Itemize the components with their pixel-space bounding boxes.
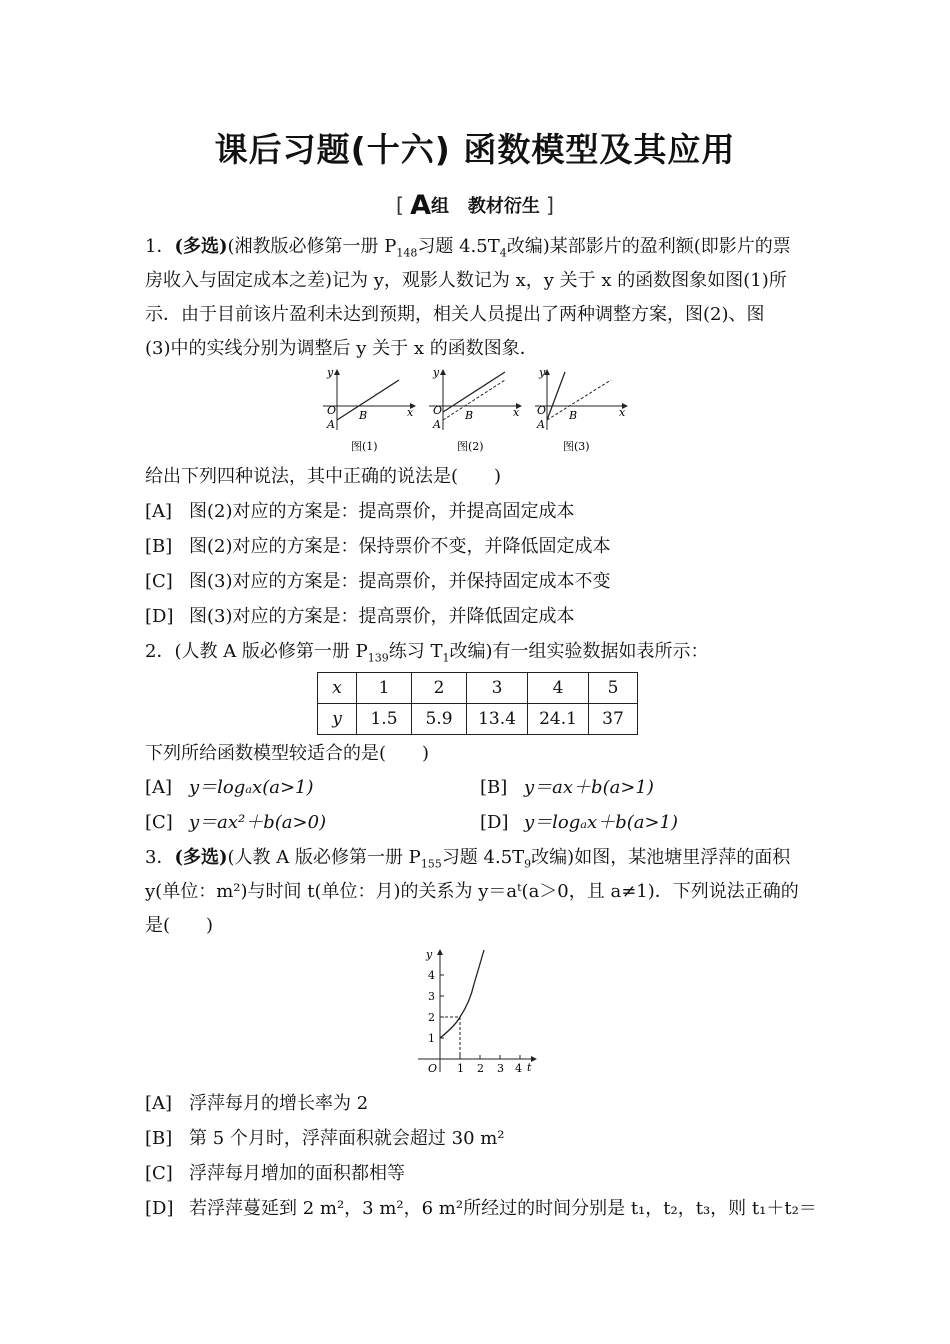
group-letter: A — [410, 190, 432, 221]
svg-text:x: x — [407, 406, 414, 419]
data-table — [317, 672, 638, 735]
table-header-x: x — [318, 673, 357, 704]
table-row — [318, 704, 638, 735]
q1-option-a[interactable]: [A] 图(2)对应的方案是：提高票价，并提高固定成本 — [145, 501, 575, 522]
page-title: 课后习题(十六) 函数模型及其应用 — [214, 130, 736, 169]
q3-line-3: 是( ) — [145, 915, 214, 936]
q2-prompt: 下列所给函数模型较适合的是( ) — [145, 743, 430, 764]
table-header-y: y — [318, 704, 357, 735]
table-cell: 5 — [589, 673, 638, 704]
q1-option-c[interactable]: [C] 图(3)对应的方案是：提高票价，并保持固定成本不变 — [145, 571, 611, 592]
q1-figures — [315, 364, 635, 458]
q1-line-1 — [145, 236, 791, 265]
q3-source: (人教 A 版必修第一册 $P_{155}$习题 $4.5T_9$改编) — [227, 847, 575, 871]
svg-text:O: O — [537, 404, 547, 417]
svg-text:A: A — [327, 418, 335, 431]
group-name: 教材衍生 — [467, 196, 540, 217]
svg-text:4: 4 — [515, 1062, 522, 1075]
svg-text:y: y — [433, 366, 440, 379]
q1-line-3: 示．由于目前该片盈利未达到预期，相关人员提出了两种调整方案，图(2)、图 — [145, 304, 765, 325]
table-cell: 1.5 — [357, 704, 412, 735]
left-bracket: [ — [396, 193, 404, 217]
q3-graph — [410, 944, 540, 1076]
table-cell: 37 — [589, 704, 638, 735]
svg-text:2: 2 — [477, 1062, 484, 1075]
svg-text:y: y — [539, 366, 546, 379]
q2-source: (人教 A 版必修第一册 $P_{139}$练习 $T_1$改编) — [174, 641, 493, 665]
svg-text:B: B — [359, 409, 368, 422]
table-cell: 24.1 — [528, 704, 589, 735]
group-suffix: 组 — [431, 196, 450, 217]
q3-line-1 — [145, 847, 790, 876]
table-cell: 2 — [412, 673, 467, 704]
svg-text:B: B — [569, 409, 578, 422]
svg-text:B: B — [465, 409, 474, 422]
q3-option-d[interactable]: [D] 若浮萍蔓延到 2 m²，3 m²，6 m²所经过的时间分别是 t₁，t₂，t₃，则 t₁＋t₂＝ — [145, 1198, 817, 1219]
q3-tag: (多选) — [174, 847, 228, 868]
svg-text:O: O — [428, 1062, 438, 1075]
svg-text:O: O — [327, 404, 337, 417]
fig3-caption: 图(3) — [563, 440, 590, 453]
figure-2 — [429, 366, 521, 453]
q2-option-b[interactable]: [B] y＝ax＋b(a>1) — [480, 777, 654, 798]
table-cell: 13.4 — [467, 704, 528, 735]
svg-text:3: 3 — [497, 1062, 504, 1075]
table-cell: 1 — [357, 673, 412, 704]
svg-text:A: A — [537, 418, 545, 431]
svg-text:3: 3 — [428, 990, 435, 1003]
table-row — [318, 673, 638, 704]
svg-text:2: 2 — [428, 1011, 435, 1024]
svg-text:y: y — [327, 366, 334, 379]
svg-text:x: x — [619, 406, 626, 419]
q3-option-c[interactable]: [C] 浮萍每月增加的面积都相等 — [145, 1163, 405, 1184]
svg-text:O: O — [433, 404, 443, 417]
figure-3 — [535, 366, 627, 453]
q2-text: 有一组实验数据如表所示： — [492, 641, 709, 662]
q2-option-d[interactable]: [D] y＝logₐx＋b(a>1) — [480, 812, 679, 833]
svg-text:1: 1 — [457, 1062, 464, 1075]
q2-line-1 — [145, 641, 709, 670]
table-cell: 4 — [528, 673, 589, 704]
svg-text:t: t — [527, 1061, 532, 1074]
group-heading — [0, 190, 950, 221]
q1-text: 某部影片的盈利额(即影片的票 — [549, 236, 791, 257]
svg-text:y: y — [426, 948, 433, 961]
q1-prompt: 给出下列四种说法，其中正确的说法是( ) — [145, 466, 502, 487]
q1-line-4: (3)中的实线分别为调整后 y 关于 x 的函数图象． — [145, 338, 538, 359]
q3-number: 3． — [145, 847, 175, 868]
q3-option-b[interactable]: [B] 第 5 个月时，浮萍面积就会超过 30 m² — [145, 1128, 505, 1149]
svg-text:4: 4 — [428, 969, 435, 982]
svg-text:1: 1 — [428, 1032, 435, 1045]
q3-text: 如图，某池塘里浮萍的面积 — [574, 847, 791, 868]
q1-number: 1． — [145, 236, 175, 257]
svg-text:A: A — [433, 418, 441, 431]
svg-text:x: x — [513, 406, 520, 419]
fig1-caption: 图(1) — [351, 440, 378, 453]
figure-1 — [323, 366, 415, 453]
q2-option-c[interactable]: [C] y＝ax²＋b(a>0) — [145, 812, 327, 833]
q3-option-a[interactable]: [A] 浮萍每月的增长率为 2 — [145, 1093, 369, 1114]
q2-option-a[interactable]: [A] y＝logₐx(a>1) — [145, 777, 314, 798]
fig2-caption: 图(2) — [457, 440, 484, 453]
right-bracket: ] — [546, 193, 554, 217]
q1-tag: (多选) — [174, 236, 228, 257]
q2-number: 2． — [145, 641, 175, 662]
q1-option-b[interactable]: [B] 图(2)对应的方案是：保持票价不变，并降低固定成本 — [145, 536, 611, 557]
q3-line-2: y(单位：m²)与时间 t(单位：月)的关系为 y＝aᵗ(a＞0，且 a≠1)．下列说法正确的 — [145, 881, 799, 902]
q1-option-d[interactable]: [D] 图(3)对应的方案是：提高票价，并降低固定成本 — [145, 606, 575, 627]
table-cell: 5.9 — [412, 704, 467, 735]
q1-source: (湘教版必修第一册 $P_{148}$习题 $4.5T_4$改编) — [227, 236, 550, 260]
table-cell: 3 — [467, 673, 528, 704]
q1-line-2: 房收入与固定成本之差)记为 y，观影人数记为 x，y 关于 x 的函数图象如图(1)所 — [145, 270, 787, 291]
